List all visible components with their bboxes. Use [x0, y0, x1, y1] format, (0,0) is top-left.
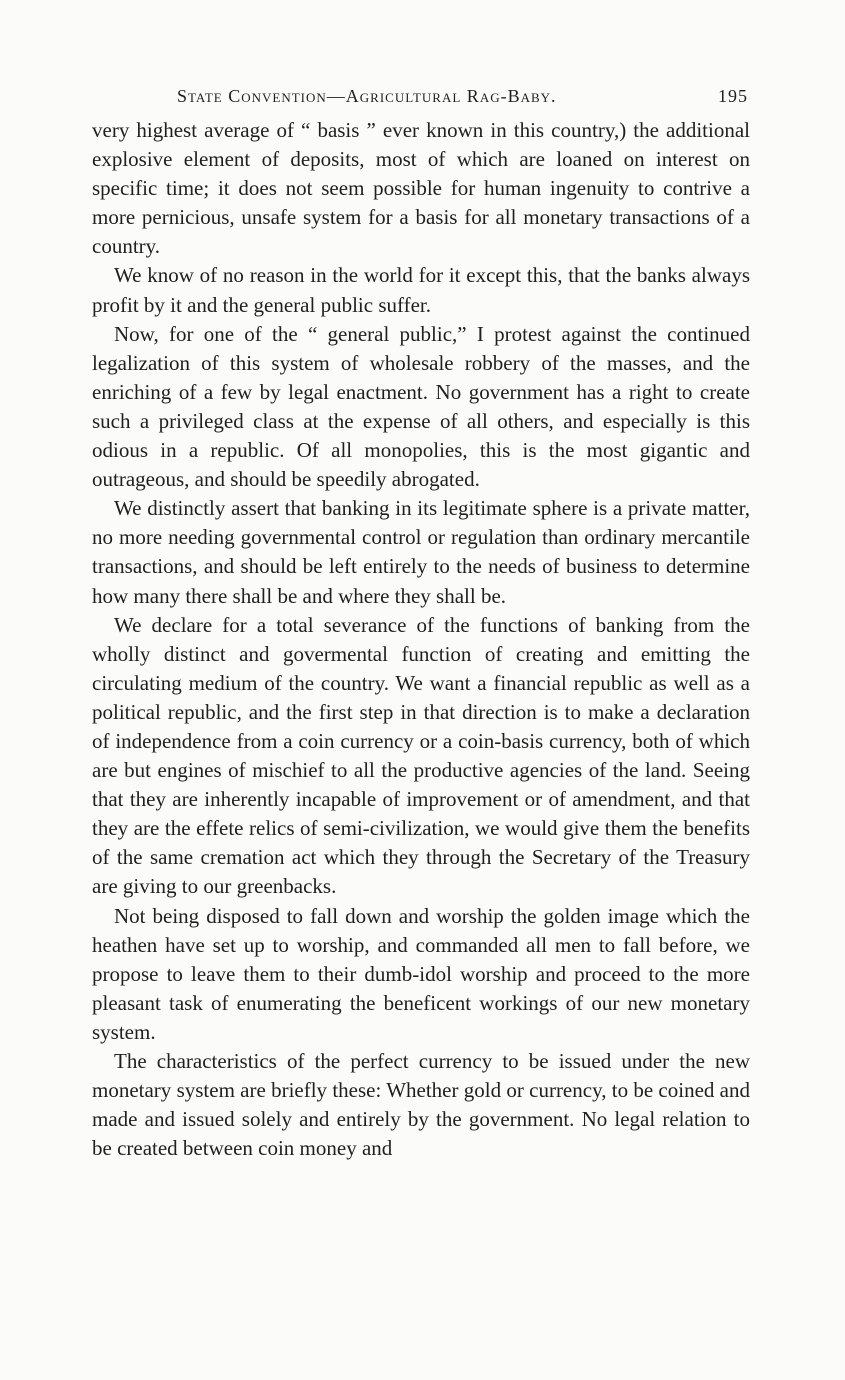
- paragraph-golden-image: Not being disposed to fall down and worship the golden image which the heathen have set up to worship, and commanded all men to fall before, we propose to leave them to their dumb-idol worship and proceed to the more pleasant task of enumerating the beneficent workings of our new monetary system.: [92, 903, 750, 1044]
- paragraph-general-public-protest: Now, for one of the “ general public,” I protest against the continued legalization of this system of wholesale robbery of the masses, and the enriching of a few by legal enactment. No government has a right to create such a privileged class at the expense of all others, and especially is this odious in a republic. Of all monopolies, this is the most gigantic and outrageous, and should be speedily abrogated.: [92, 321, 750, 492]
- body-text: [92, 116, 750, 1163]
- paragraph-continuation: very highest average of “ basis ” ever known in this country,) the additional explosive element of deposits, most of which are loaned on interest on specific time; it does not seem possible for human ingenuity to contrive a more pernicious, unsafe system for a basis for all monetary transactions of a country.: [92, 118, 750, 259]
- paragraph-banking-private-matter: We distinctly assert that banking in its legitimate sphere is a private matter, no more needing governmental control or regulation than ordinary mercantile transactions, and should be left entirely to the needs of business to determine how many there shall be and where they shall be.: [92, 496, 750, 608]
- paragraph-perfect-currency: The characteristics of the perfect currency to be issued under the new monetary system are briefly these: Whether gold or currency, to be coined and made and issued solely and entirely by the government. No legal relation to be created between coin money and: [92, 1049, 750, 1161]
- paragraph-banks-profit: We know of no reason in the world for it except this, that the banks always profit by it and the general public suffer.: [92, 263, 750, 317]
- running-title: State Convention—Agricultural Rag-Baby.: [177, 86, 557, 106]
- running-header: [92, 86, 750, 116]
- page-number: 195: [718, 86, 748, 106]
- book-page: [92, 86, 750, 1163]
- paragraph-severance-of-banking: We declare for a total severance of the functions of banking from the wholly distinct and govermental function of creating and emitting the circulating medium of the country. We want a financial republic as well as a political republic, and the first step in that direction is to make a declaration of independence from a coin currency or a coin-basis currency, both of which are but engines of mischief to all the productive agencies of the land. Seeing that they are inherently incapable of improvement or of amendment, and that they are the effete relics of semi-civilization, we would give them the benefits of the same cremation act which they through the Secretary of the Treasury are giving to our greenbacks.: [92, 612, 750, 899]
